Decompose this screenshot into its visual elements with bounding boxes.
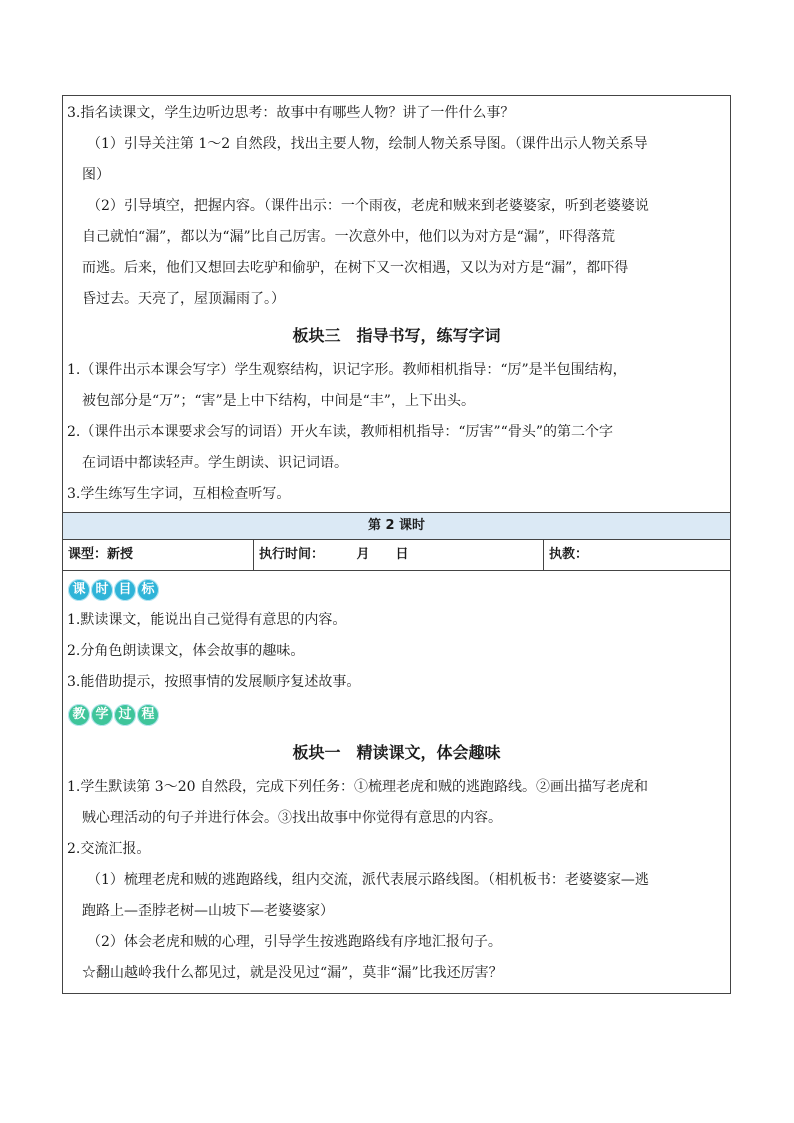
sub-step2-line3: 而逃。后来，他们又想回去吃驴和偷驴，在树下又一次相遇，又以为对方是“漏”，都吓得 (82, 260, 629, 276)
goals-badge (63, 571, 730, 601)
step3-text: 3.指名读课文，学生边听边思考：故事中有哪些人物？讲了一件什么事？ (67, 105, 515, 121)
reading-section (63, 96, 730, 315)
goals-badge-char: 标 (137, 579, 159, 601)
process-badge (63, 698, 730, 726)
lesson-type: 课型：新授 (68, 547, 134, 562)
sub-step2-line1: （2）引导填空，把握内容。（课件出示：一个雨夜，老虎和贼来到老婆婆家，听到老婆婆说 (87, 198, 649, 214)
block1-title: 板块一 精读课文，体会趣味 (292, 743, 501, 762)
process-badge-char: 过 (114, 704, 136, 726)
process-sub1-line2: 跑路上—歪脖老树—山坡下—老婆婆家） (82, 903, 334, 919)
process-sub2: （2）体会老虎和贼的心理，引导学生按逃跑路线有序地汇报句子。 (87, 934, 502, 950)
block3-title: 板块三 指导书写，练写字词 (292, 326, 501, 345)
process-section (63, 698, 730, 989)
process-quote: ☆翻山越岭我什么都见过，就是没见过“漏”，莫非“漏”比我还厉害？ (82, 965, 503, 981)
goals-badge-char: 目 (114, 579, 136, 601)
sub-step1-line2: 图） (82, 167, 110, 183)
goals-section (63, 571, 730, 698)
process-badge-char: 教 (68, 704, 90, 726)
block3-item1-line1: 1.（课件出示本课会写字）学生观察结构，识记字形。教师相机指导：“厉”是半包围结构， (67, 362, 627, 378)
block3-item3: 3.学生练写生字词，互相检查听写。 (67, 486, 291, 502)
sub-step2-line2: 自己就怕“漏”，都以为“漏”比自己厉害。一次意外中，他们以为对方是“漏”，吓得落荒 (82, 229, 615, 245)
goal-item: 1.默读课文，能说出自己觉得有意思的内容。 (67, 612, 347, 628)
process-badge-char: 程 (137, 704, 159, 726)
process-badge-char: 学 (91, 704, 113, 726)
teacher: 执教： (543, 540, 730, 570)
process-item2: 2.交流汇报。 (67, 841, 151, 857)
sub-step2-line4: 昏过去。天亮了，屋顶漏雨了。） (82, 291, 285, 307)
goals-badge-char: 时 (91, 579, 113, 601)
process-item1-line1: 1.学生默读第 3～20 自然段，完成下列任务：①梳理老虎和贼的逃跑路线。②画出描写老虎和 (67, 779, 648, 795)
block3-item1-line2: 被包部分是“万”；“害”是上中下结构，中间是“丰”，上下出头。 (82, 393, 475, 409)
block3-item2-line2: 在词语中都读轻声。学生朗读、识记词语。 (82, 455, 348, 471)
sub-step1-line1: （1）引导关注第 1～2 自然段，找出主要人物，绘制人物关系导图。（课件出示人物关系导 (87, 136, 648, 152)
process-item1-line2: 贼心理活动的句子并进行体会。③找出故事中你觉得有意思的内容。 (82, 810, 502, 826)
block3-item2-line1: 2.（课件出示本课要求会写的词语）开火车读，教师相机指导：“厉害”“骨头”的第二个字 (67, 424, 613, 440)
execution-time: 执行时间： 月 日 (253, 540, 543, 570)
lesson-plan-table (62, 95, 731, 994)
block3-section (63, 319, 730, 510)
process-sub1-line1: （1）梳理老虎和贼的逃跑路线，组内交流，派代表展示路线图。（相机板书：老婆婆家—逃 (87, 872, 649, 888)
goal-item: 2.分角色朗读课文，体会故事的趣味。 (67, 643, 305, 659)
lesson-info-row (63, 540, 730, 571)
goals-badge-char: 课 (68, 579, 90, 601)
goal-item: 3.能借助提示，按照事情的发展顺序复述故事。 (67, 674, 361, 690)
lesson2-header: 第 2 课时 (63, 512, 730, 540)
